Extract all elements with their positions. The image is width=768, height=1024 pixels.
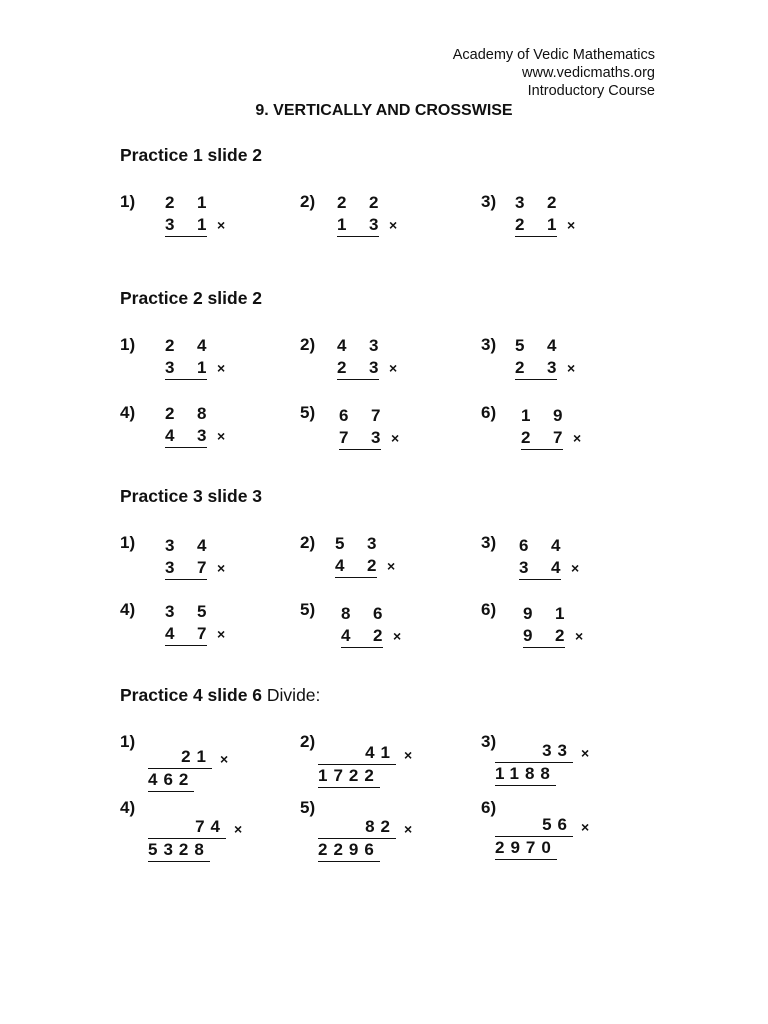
multiplication-problem <box>165 403 229 448</box>
digit: 3 <box>369 215 379 234</box>
multiplicand <box>523 603 587 625</box>
digit: 3 <box>369 358 379 377</box>
digit: 4 <box>197 336 207 355</box>
problem-number: 4) <box>120 798 136 817</box>
multiplication-problem <box>515 192 579 237</box>
division-problem <box>495 814 590 860</box>
times-sign: × <box>217 560 226 576</box>
course-name: Introductory Course <box>527 83 655 99</box>
digit: 4 <box>165 426 175 445</box>
website-url: www.vedicmaths.org <box>522 65 655 81</box>
digit: 3 <box>547 358 557 377</box>
digit: 7 <box>197 624 207 643</box>
section-heading <box>120 288 262 309</box>
digit: 7 <box>553 428 563 447</box>
multiplicand <box>165 535 229 557</box>
dividend: 1722 <box>318 765 380 788</box>
digit: 1 <box>197 358 207 377</box>
times-sign: × <box>581 819 590 835</box>
digit: 2 <box>515 215 525 234</box>
division-problem <box>495 740 590 786</box>
page-title: 9. VERTICALLY AND CROSSWISE <box>255 102 513 119</box>
multiplier <box>521 427 563 450</box>
digit: 8 <box>341 604 351 623</box>
section-heading <box>120 486 262 507</box>
digit: 3 <box>371 428 381 447</box>
problem-number: 4) <box>120 600 136 619</box>
digit: 3 <box>165 602 175 621</box>
problem-number: 5) <box>300 600 316 619</box>
multiplicand <box>337 192 401 214</box>
section-label: Practice 2 slide 2 <box>120 288 263 308</box>
section-heading <box>120 145 262 166</box>
problem-number: 2) <box>300 732 316 751</box>
problem-number: 4) <box>120 403 136 422</box>
digit: 2 <box>547 193 557 212</box>
divisor: 56 <box>495 814 573 837</box>
multiplication-problem <box>519 535 583 580</box>
division-problem <box>318 816 413 862</box>
multiplier <box>165 357 207 380</box>
multiplication-problem <box>165 335 229 380</box>
times-sign: × <box>389 360 398 376</box>
problem-number: 3) <box>481 192 497 211</box>
digit: 5 <box>515 336 525 355</box>
dividend: 1188 <box>495 763 556 786</box>
section-label: Practice 3 slide 3 <box>120 486 263 506</box>
multiplication-problem <box>335 533 399 578</box>
division-problem <box>318 742 413 788</box>
digit: 1 <box>197 193 207 212</box>
problem-number: 2) <box>300 192 316 211</box>
digit: 2 <box>515 358 525 377</box>
multiplier <box>165 623 207 646</box>
dividend: 462 <box>148 769 194 792</box>
digit: 2 <box>337 193 347 212</box>
times-sign: × <box>387 558 396 574</box>
problem-number: 6) <box>481 403 497 422</box>
times-sign: × <box>234 821 243 837</box>
section-label: Practice 1 slide 2 <box>120 145 263 165</box>
digit: 4 <box>551 558 561 577</box>
problem-number: 5) <box>300 403 316 422</box>
academy-name: Academy of Vedic Mathematics <box>452 47 655 63</box>
multiplication-problem <box>337 192 401 237</box>
digit: 6 <box>339 406 349 425</box>
digit: 7 <box>197 558 207 577</box>
multiplier <box>335 555 377 578</box>
times-sign: × <box>571 560 580 576</box>
times-sign: × <box>391 430 400 446</box>
digit: 2 <box>521 428 531 447</box>
times-sign: × <box>217 428 226 444</box>
multiplier <box>339 427 381 450</box>
digit: 1 <box>555 604 565 623</box>
digit: 3 <box>519 558 529 577</box>
times-sign: × <box>217 360 226 376</box>
multiplier <box>165 425 207 448</box>
multiplicand <box>165 335 229 357</box>
times-sign: × <box>575 628 584 644</box>
digit: 4 <box>547 336 557 355</box>
problem-number: 1) <box>120 192 136 211</box>
times-sign: × <box>404 821 413 837</box>
problem-number: 3) <box>481 732 497 751</box>
digit: 5 <box>197 602 207 621</box>
times-sign: × <box>393 628 402 644</box>
problem-number: 1) <box>120 335 136 354</box>
digit: 2 <box>369 193 379 212</box>
multiplication-problem <box>523 603 587 648</box>
digit: 2 <box>373 626 383 645</box>
dividend: 2970 <box>495 837 557 860</box>
digit: 8 <box>197 404 207 423</box>
digit: 3 <box>197 426 207 445</box>
times-sign: × <box>220 751 229 767</box>
digit: 6 <box>373 604 383 623</box>
multiplicand <box>515 192 579 214</box>
multiplicand <box>337 335 401 357</box>
digit: 3 <box>165 215 175 234</box>
digit: 2 <box>165 336 175 355</box>
multiplier <box>515 357 557 380</box>
times-sign: × <box>573 430 582 446</box>
multiplication-problem <box>337 335 401 380</box>
problem-number: 6) <box>481 798 497 817</box>
multiplicand <box>165 601 229 623</box>
digit: 4 <box>197 536 207 555</box>
multiplier <box>337 214 379 237</box>
dividend: 2296 <box>318 839 380 862</box>
multiplication-problem <box>165 601 229 646</box>
problem-number: 2) <box>300 533 316 552</box>
multiplier <box>515 214 557 237</box>
digit: 5 <box>335 534 345 553</box>
multiplication-problem <box>341 603 405 648</box>
multiplier <box>523 625 565 648</box>
digit: 4 <box>341 626 351 645</box>
digit: 9 <box>523 604 533 623</box>
problem-number: 1) <box>120 732 136 751</box>
problem-number: 1) <box>120 533 136 552</box>
digit: 3 <box>515 193 525 212</box>
section-heading <box>120 685 320 706</box>
divisor: 33 <box>495 740 573 763</box>
multiplier <box>165 214 207 237</box>
digit: 1 <box>547 215 557 234</box>
digit: 7 <box>371 406 381 425</box>
section-extra: Divide: <box>262 685 321 705</box>
divisor: 41 <box>318 742 396 765</box>
course-header <box>453 46 655 100</box>
divisor: 82 <box>318 816 396 839</box>
digit: 4 <box>165 624 175 643</box>
divisor: 74 <box>148 816 226 839</box>
digit: 1 <box>337 215 347 234</box>
digit: 2 <box>165 193 175 212</box>
times-sign: × <box>567 360 576 376</box>
digit: 9 <box>553 406 563 425</box>
digit: 4 <box>551 536 561 555</box>
multiplier <box>341 625 383 648</box>
multiplier <box>519 557 561 580</box>
digit: 1 <box>521 406 531 425</box>
digit: 4 <box>337 336 347 355</box>
times-sign: × <box>404 747 413 763</box>
problem-number: 3) <box>481 533 497 552</box>
digit: 3 <box>165 558 175 577</box>
times-sign: × <box>389 217 398 233</box>
digit: 2 <box>367 556 377 575</box>
multiplication-problem <box>515 335 579 380</box>
digit: 3 <box>367 534 377 553</box>
multiplier <box>165 557 207 580</box>
times-sign: × <box>581 745 590 761</box>
division-problem <box>148 816 243 862</box>
digit: 7 <box>339 428 349 447</box>
multiplicand <box>165 403 229 425</box>
divisor: 21 <box>148 746 212 769</box>
problem-number: 6) <box>481 600 497 619</box>
multiplication-problem <box>165 192 229 237</box>
multiplicand <box>341 603 405 625</box>
multiplicand <box>519 535 583 557</box>
digit: 2 <box>337 358 347 377</box>
multiplicand <box>521 405 585 427</box>
digit: 2 <box>165 404 175 423</box>
times-sign: × <box>567 217 576 233</box>
digit: 2 <box>555 626 565 645</box>
digit: 3 <box>369 336 379 355</box>
division-problem <box>148 746 229 792</box>
problem-number: 3) <box>481 335 497 354</box>
multiplication-problem <box>339 405 403 450</box>
multiplier <box>337 357 379 380</box>
times-sign: × <box>217 626 226 642</box>
multiplication-problem <box>521 405 585 450</box>
dividend: 5328 <box>148 839 210 862</box>
problem-number: 2) <box>300 335 316 354</box>
digit: 3 <box>165 536 175 555</box>
multiplicand <box>335 533 399 555</box>
problem-number: 5) <box>300 798 316 817</box>
digit: 6 <box>519 536 529 555</box>
section-label: Practice 4 slide 6 <box>120 685 263 705</box>
digit: 9 <box>523 626 533 645</box>
multiplicand <box>515 335 579 357</box>
digit: 4 <box>335 556 345 575</box>
multiplication-problem <box>165 535 229 580</box>
digit: 3 <box>165 358 175 377</box>
times-sign: × <box>217 217 226 233</box>
multiplicand <box>339 405 403 427</box>
multiplicand <box>165 192 229 214</box>
digit: 1 <box>197 215 207 234</box>
